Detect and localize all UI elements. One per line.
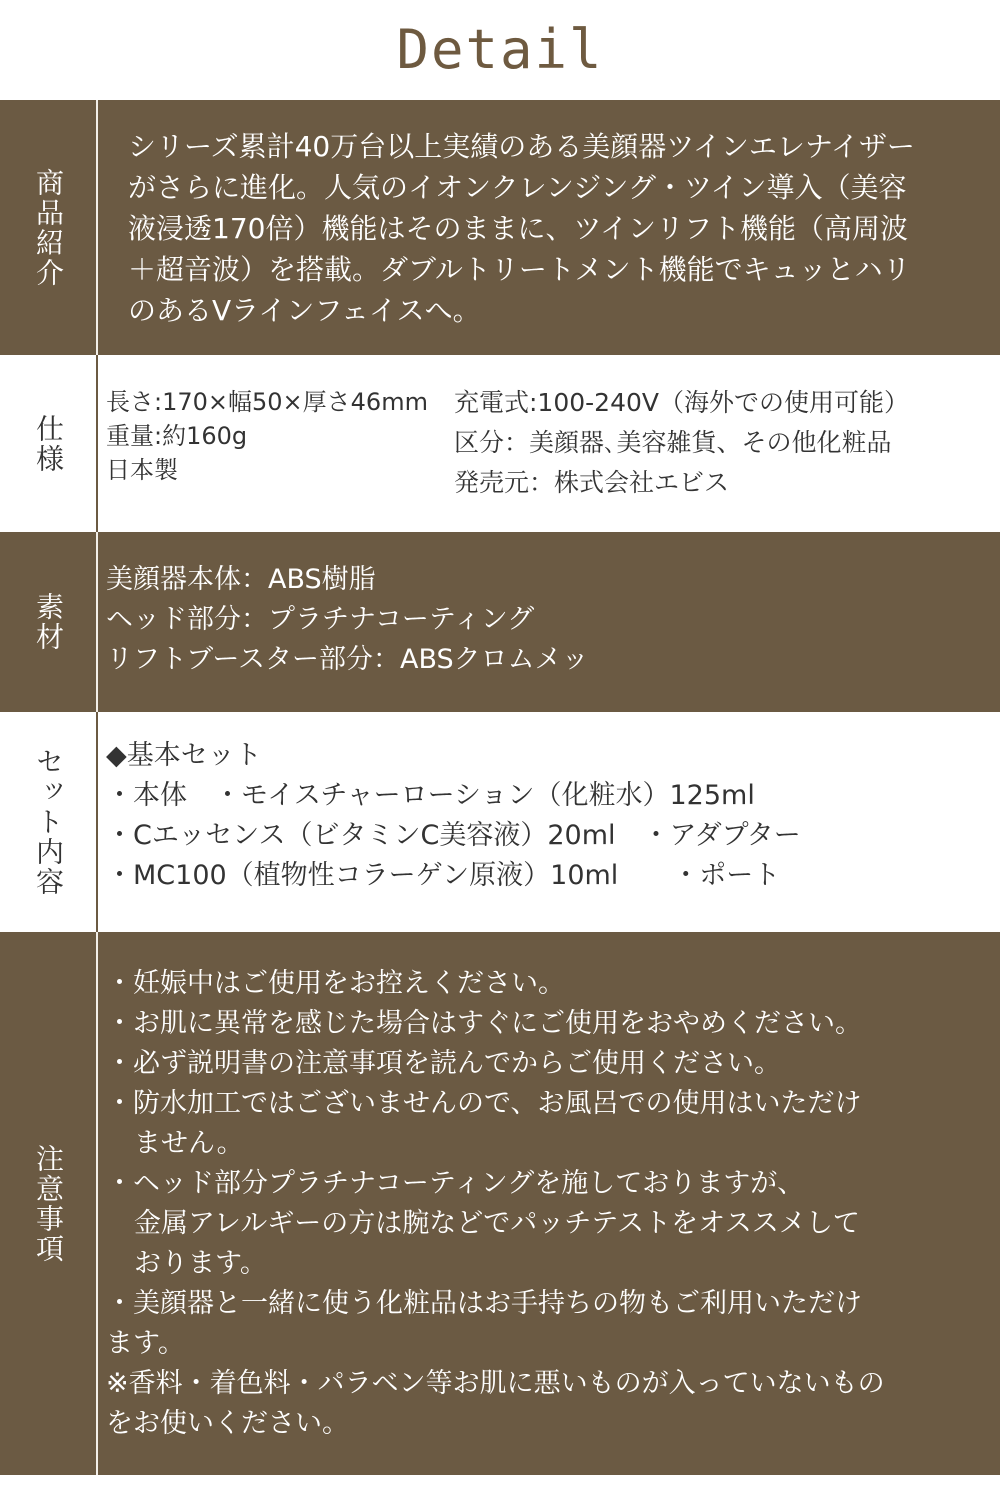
divider [96, 932, 98, 1475]
set-line: ・MC100（植物性コラーゲン原液）10ml ・ポート [106, 860, 781, 891]
divider [96, 100, 98, 355]
section-label: 仕様 [32, 413, 65, 474]
caution-line: ます。 [106, 1328, 185, 1359]
caution-line: ・ヘッド部分プラチナコーティングを施しておりますが、 [106, 1168, 805, 1199]
material-text [106, 560, 589, 680]
spec-item: 重量:約160g [106, 422, 248, 450]
spec-left-column [106, 385, 428, 487]
spec-item: 発売元：株式会社エビス [454, 468, 730, 497]
caution-line: おります。 [134, 1248, 267, 1279]
section-label: 素材 [32, 592, 65, 652]
section-material [0, 532, 1000, 712]
spec-item: 充電式:100-240V（海外での使用可能） [454, 388, 909, 417]
set-line: ・Cエッセンス（ビタミンC美容液）20ml ・アダプター [106, 820, 801, 851]
caution-line: ・妊娠中はご使用をお控えください。 [106, 968, 565, 999]
caution-line: をお使いください。 [106, 1408, 349, 1439]
caution-text [106, 964, 885, 1444]
material-line: 美顔器本体：ABS樹脂 [106, 564, 376, 595]
divider [96, 532, 98, 712]
intro-line: のあるVラインフェイスへ。 [128, 294, 481, 327]
section-label: セット内容 [32, 747, 65, 897]
caution-line: ・防水加工ではございませんので、お風呂での使用はいただけ [106, 1088, 862, 1119]
divider [96, 712, 98, 932]
section-product-intro [0, 100, 1000, 355]
intro-line: 液浸透170倍）機能はそのままに、ツインリフト機能（高周波 [128, 212, 909, 245]
intro-line: ＋超音波）を搭載。ダブルトリートメント機能でキュッとハリ [128, 253, 911, 286]
caution-line: ・必ず説明書の注意事項を読んでからご使用ください。 [106, 1048, 781, 1079]
divider [96, 355, 98, 532]
page-title: Detail [396, 18, 604, 81]
set-line: ◆基本セット [106, 740, 262, 771]
caution-line: ません。 [134, 1128, 244, 1159]
section-spec [0, 355, 1000, 532]
caution-line: 金属アレルギーの方は腕などでパッチテストをオススメして [134, 1208, 860, 1239]
spec-item: 区分：美顔器､美容雑貨、その他化粧品 [454, 428, 892, 457]
set-text [106, 736, 801, 896]
caution-line: ※香料・着色料・パラベン等お肌に悪いものが入っていないもの [106, 1368, 885, 1399]
section-label: 商品紹介 [32, 167, 65, 288]
material-line: ヘッド部分：プラチナコーティング [106, 604, 535, 635]
caution-line: ・お肌に異常を感じた場合はすぐにご使用をおやめください。 [106, 1008, 862, 1039]
caution-line: ・美顔器と一緒に使う化粧品はお手持ちの物もご利用いただけ [106, 1288, 862, 1319]
section-cautions [0, 932, 1000, 1475]
spec-right-column [454, 383, 909, 503]
set-line: ・本体 ・モイスチャーローション（化粧水）125ml [106, 780, 755, 811]
intro-text [128, 126, 915, 331]
section-set-contents [0, 712, 1000, 932]
spec-item: 日本製 [106, 456, 178, 484]
intro-line: がさらに進化。人気のイオンクレンジング・ツイン導入（美容 [128, 171, 907, 204]
material-line: リフトブースター部分：ABSクロムメッ [106, 644, 589, 675]
intro-line: シリーズ累計40万台以上実績のある美顔器ツインエレナイザー [128, 130, 915, 163]
section-label: 注意事項 [32, 1143, 65, 1264]
spec-item: 長さ:170×幅50×厚さ46mm [106, 388, 428, 416]
